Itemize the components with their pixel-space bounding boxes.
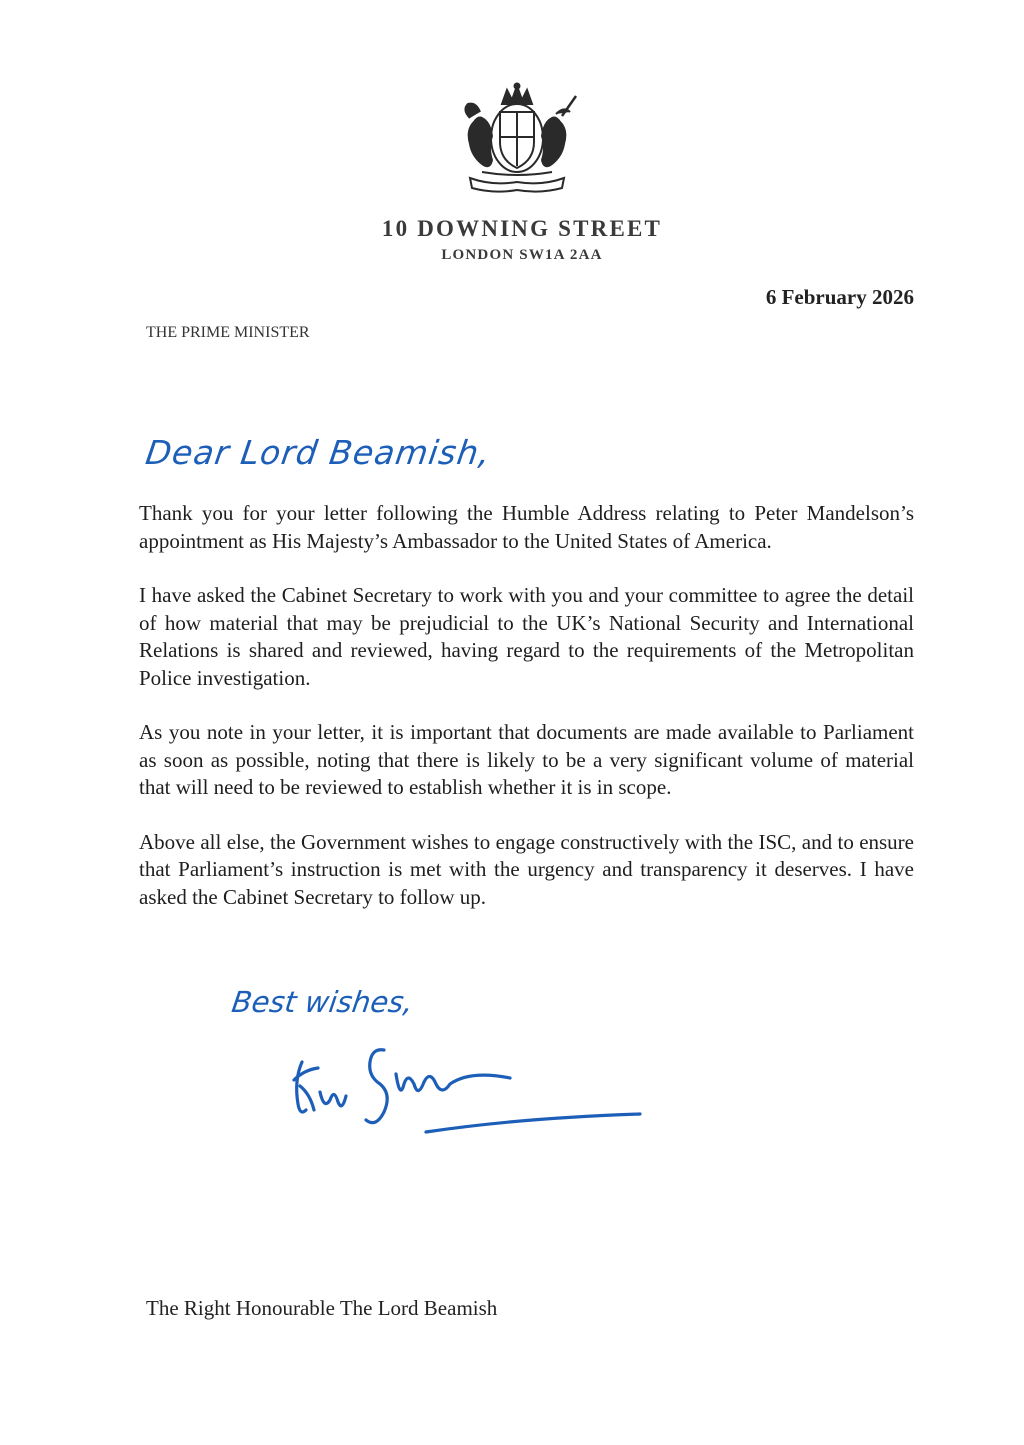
letterhead [310, 214, 734, 266]
body-paragraph: I have asked the Cabinet Secretary to work with you and your committee to agree the detail of how material that may be prejudicial to the UK’s National Security and International Relations is shared and reviewed, having regard to the requirements of the Metropolitan Police investigation. [139, 583, 914, 690]
royal-coat-of-arms-icon [452, 82, 582, 196]
letter-date: 6 February 2026 [765, 285, 914, 309]
letter-body [139, 500, 914, 938]
body-paragraph: As you note in your letter, it is important that documents are made available to Parliament as soon as possible, noting that there is likely to be a very significant volume of material that will need to be reviewed to establish whether it is in scope. [139, 720, 914, 799]
sender-title: THE PRIME MINISTER [146, 324, 310, 341]
handwritten-signature [280, 1040, 660, 1150]
handwritten-closing: Best wishes, [229, 985, 416, 1019]
letterhead-address-line2: LONDON SW1A 2AA [441, 247, 603, 263]
body-paragraph: Above all else, the Government wishes to engage constructively with the ISC, and to ensure that Parliament’s instruction is met with the urgency and transparency it deserves. I have asked the Cabinet Secretary to follow up. [139, 829, 914, 909]
handwritten-salutation: Dear Lord Beamish, [143, 433, 494, 472]
body-paragraph: Thank you for your letter following the Humble Address relating to Peter Mandelson’s appointment as His Majesty’s Ambassador to the United States of America. [139, 501, 914, 553]
recipient-name: The Right Honourable The Lord Beamish [146, 1296, 498, 1320]
letterhead-address-line1: 10 DOWNING STREET [381, 216, 663, 241]
